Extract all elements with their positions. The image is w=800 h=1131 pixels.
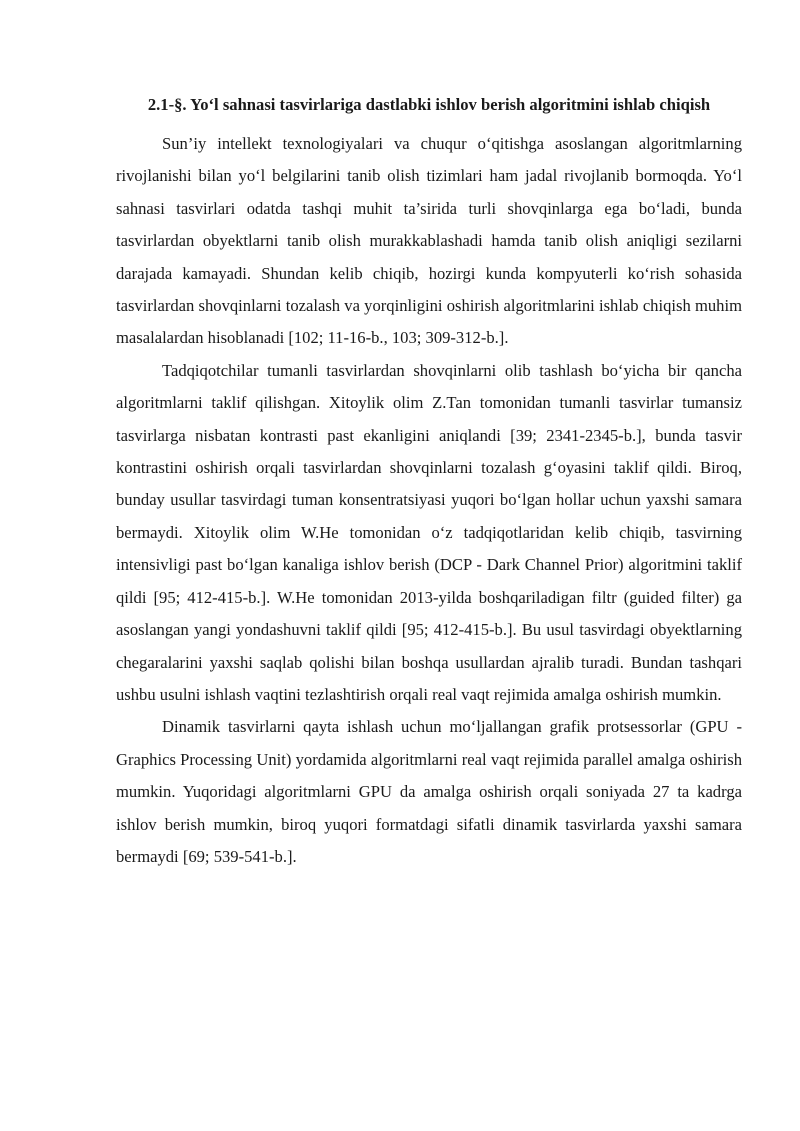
paragraph-3: Dinamik tasvirlarni qayta ishlash uchun mo‘ljallangan grafik protsessorlar (GPU - Graphics Processing Unit) yordamida algoritmlarni real vaqt rejimida parallel amalga oshirish mumkin. Yuqoridagi algoritmlarni GPU da amalga oshirish orqali soniyada 27 ta kadrga ishlov berish mumkin, biroq yuqori formatdagi sifatli dinamik tasvirlarda yaxshi samara bermaydi [69; 539-541-b.]. xyxy=(116,717,742,866)
paragraph-2: Tadqiqotchilar tumanli tasvirlardan shovqinlarni olib tashlash bo‘yicha bir qancha algoritmlarni taklif qilishgan. Xitoylik olim Z.Tan tomonidan tumanli tasvirlar tumansiz tasvirlarga nisbatan kontrasti past ekanligini aniqlandi [39; 2341-2345-b.], bunda tasvir kontrastini oshirish orqali tasvirlardan shovqinlarni tozalash g‘oyasini taklif qildi. Biroq, bunday usullar tasvirdagi tuman konsentratsiyasi yuqori bo‘lgan hollar uchun yaxshi samara bermaydi. Xitoylik olim W.He tomonidan o‘z tadqiqotlaridan kelib chiqib, tasvirning intensivligi past bo‘lgan kanaliga ishlov berish (DCP - Dark Channel Prior) algoritmini taklif qildi [95; 412-415-b.]. W.He tomonidan 2013-yilda boshqariladigan filtr (guided filter) ga asoslangan yangi yondashuvni taklif qildi [95; 412-415-b.]. Bu usul tasvirdagi obyektlarning chegaralarini yaxshi saqlab qolishi bilan boshqa usullardan ajralib turadi. Bundan tashqari ushbu usulni ishlash vaqtini tezlashtirish orqali real vaqt rejimida amalga oshirish mumkin. xyxy=(116,360,742,704)
paragraph-1: Sun’iy intellekt texnologiyalari va chuqur o‘qitishga asoslangan algoritmlarning rivojlanishi bilan yo‘l belgilarini tanib olish tizimlari ham jadal rivojlanib bormoqda. Yo‘l sahnasi tasvirlari odatda tashqi muhit ta’sirida turli shovqinlarga ega bo‘ladi, bunda tasvirlardan obyektlarni tanib olish murakkablashadi hamda tanib olish aniqligi sezilarni darajada kamayadi. Shundan kelib chiqib, hozirgi kunda kompyuterli ko‘rish sohasida tasvirlardan shovqinlarni tozalash va yorqinligini oshirish algoritmlarini ishlab chiqish muhim masalalardan hisoblanadi [102; 11-16-b., 103; 309-312-b.]. xyxy=(116,134,742,348)
document-page xyxy=(116,88,742,873)
section-heading: 2.1-§. Yo‘l sahnasi tasvirlariga dastlabki ishlov berish algoritmini ishlab chiqish xyxy=(147,95,711,114)
